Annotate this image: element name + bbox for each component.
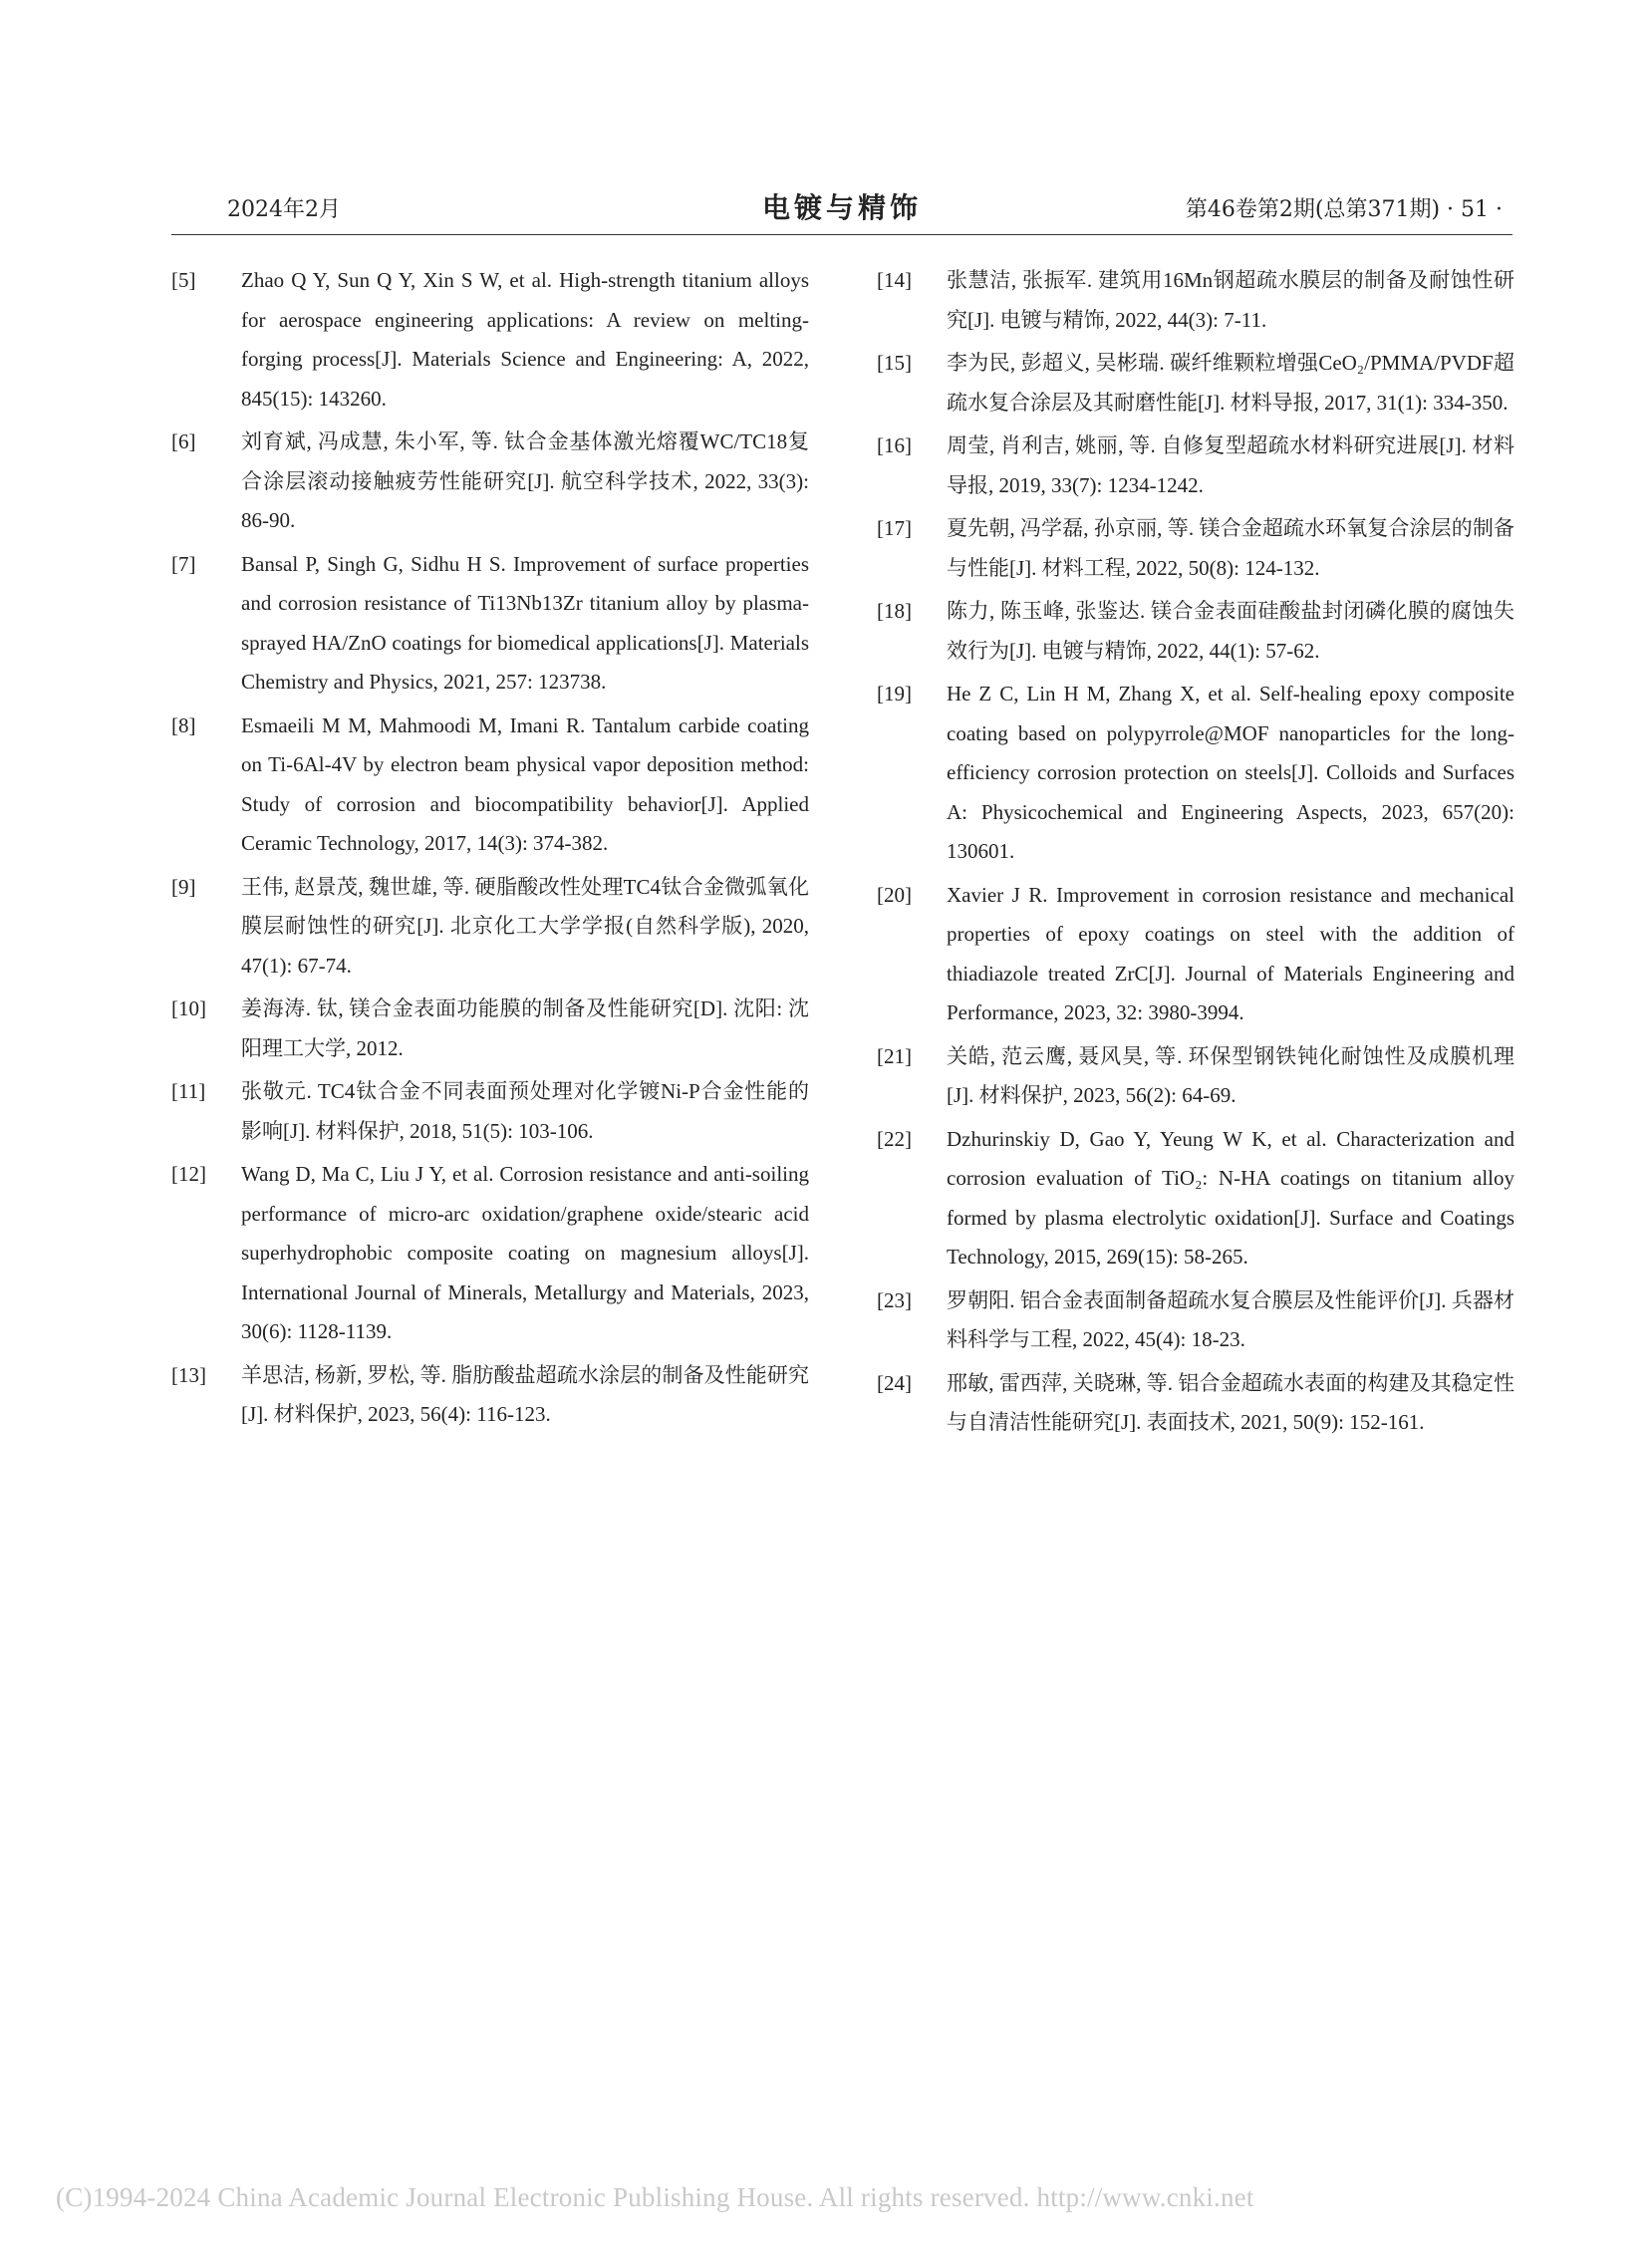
reference-item (171, 545, 809, 703)
reference-item (877, 1037, 1514, 1116)
reference-number: [18] (877, 599, 912, 623)
reference-number: [17] (877, 516, 912, 540)
reference-text: Bansal P, Singh G, Sidhu H S. Improvement of surface properties and corrosion resistance of Ti13Nb13Zr titanium alloy by plasma-sprayed HA/ZnO coatings for biomedical applications[J]. Materials Chemistry and Physics, 2021, 257: 123738. (241, 551, 809, 694)
reference-text: 罗朝阳. 铝合金表面制备超疏水复合膜层及性能评价[J]. 兵器材料科学与工程, 2022, 45(4): 18-23. (947, 1287, 1514, 1351)
reference-number: [15] (877, 351, 912, 375)
journal-title: 电镀与精饰 (761, 191, 922, 224)
reference-column-left (171, 261, 809, 1439)
copyright-watermark: (C)1994-2024 China Academic Journal Electronic Publishing House. All rights reserved. http://www.cnki.net (56, 2182, 1254, 2212)
reference-number: [16] (877, 433, 912, 457)
reference-text: 李为民, 彭超义, 吴彬瑞. 碳纤维颗粒增强CeO₂/PMMA/PVDF超疏水复合涂层及其耐磨性能[J]. 材料导报, 2017, 31(1): 334-350. (947, 351, 1514, 415)
reference-number: [10] (171, 996, 206, 1020)
reference-item (171, 1356, 809, 1435)
reference-number: [9] (171, 874, 196, 899)
reference-text: 周莹, 肖利吉, 姚丽, 等. 自修复型超疏水材料研究进展[J]. 材料导报, 2019, 33(7): 1234-1242. (947, 433, 1514, 497)
reference-text: 张敬元. TC4钛合金不同表面预处理对化学镀Ni-P合金性能的影响[J]. 材料保护, 2018, 51(5): 103-106. (241, 1079, 809, 1143)
reference-item (171, 423, 809, 541)
header-issue: 第46卷第2期(总第371期) · 51 · (1185, 197, 1503, 222)
reference-text: 陈力, 陈玉峰, 张鉴达. 镁合金表面硅酸盐封闭磷化膜的腐蚀失效行为[J]. 电镀与精饰, 2022, 44(1): 57-62. (947, 599, 1514, 663)
reference-item (877, 426, 1514, 505)
reference-number: [12] (171, 1162, 206, 1186)
reference-text: 羊思洁, 杨新, 罗松, 等. 脂肪酸盐超疏水涂层的制备及性能研究[J]. 材料保护, 2023, 56(4): 116-123. (241, 1362, 809, 1426)
reference-number: [20] (877, 882, 912, 907)
reference-item (877, 675, 1514, 872)
reference-number: [7] (171, 551, 196, 576)
reference-number: [19] (877, 682, 912, 706)
reference-text: 王伟, 赵景茂, 魏世雄, 等. 硬脂酸改性处理TC4钛合金微弧氧化膜层耐蚀性的研究[J]. 北京化工大学学报(自然科学版), 2020, 47(1): 67-74. (241, 874, 809, 978)
reference-item (877, 344, 1514, 423)
reference-text: 张慧洁, 张振军. 建筑用16Mn钢超疏水膜层的制备及耐蚀性研究[J]. 电镀与精饰, 2022, 44(3): 7-11. (947, 268, 1514, 332)
reference-number: [23] (877, 1287, 912, 1312)
reference-item (171, 707, 809, 864)
reference-text: Zhao Q Y, Sun Q Y, Xin S W, et al. High-strength titanium alloys for aerospace engineering applications: A review on melting-forging process[J]. Materials Science and Engineering: A, 2022, 845(15): 143260. (241, 268, 809, 411)
reference-text: Wang D, Ma C, Liu J Y, et al. Corrosion resistance and anti-soiling performance of micro-arc oxidation/graphene oxide/stearic acid superhydrophobic composite coating on magnesium alloys[J]. International Journal of Minerals, Metallurgy and Materials, 2023, 30(6): 1128-1139. (241, 1162, 809, 1343)
reference-item (877, 876, 1514, 1033)
reference-number: [14] (877, 268, 912, 292)
reference-text: 关皓, 范云鹰, 聂风昊, 等. 环保型钢铁钝化耐蚀性及成膜机理[J]. 材料保护, 2023, 56(2): 64-69. (947, 1043, 1514, 1107)
page-header (171, 184, 1512, 235)
reference-text: 邢敏, 雷西萍, 关晓琳, 等. 铝合金超疏水表面的构建及其稳定性与自清洁性能研究[J]. 表面技术, 2021, 50(9): 152-161. (947, 1370, 1514, 1434)
reference-text: He Z C, Lin H M, Zhang X, et al. Self-healing epoxy composite coating based on polypyrrole@MOF nanoparticles for the long-efficiency corrosion protection on steels[J]. Colloids and Surfaces A: Physicochemical and Engineering Aspects, 2023, 657(20): 130601. (947, 682, 1514, 863)
reference-number: [8] (171, 712, 196, 737)
reference-item (877, 1364, 1514, 1443)
reference-number: [11] (171, 1079, 206, 1103)
reference-item (171, 868, 809, 987)
reference-item (877, 261, 1514, 340)
reference-item (171, 1155, 809, 1352)
reference-number: [5] (171, 268, 196, 292)
reference-text: 夏先朝, 冯学磊, 孙京丽, 等. 镁合金超疏水环氧复合涂层的制备与性能[J]. 材料工程, 2022, 50(8): 124-132. (947, 516, 1514, 580)
reference-item (877, 509, 1514, 588)
reference-text: Dzhurinskiy D, Gao Y, Yeung W K, et al. Characterization and corrosion evaluation of TiO₂: N-HA coatings on titanium alloy formed by plasma electrolytic oxidation[J]. Surface and Coatings Technology, 2015, 269(15): 58-265. (947, 1126, 1514, 1269)
reference-item (877, 1281, 1514, 1360)
reference-text: Xavier J R. Improvement in corrosion resistance and mechanical properties of epoxy coatings on steel with the addition of thiadiazole treated ZrC[J]. Journal of Materials Engineering and Performance, 2023, 32: 3980-3994. (947, 882, 1514, 1024)
reference-column-right (877, 261, 1514, 1447)
reference-number: [24] (877, 1370, 912, 1395)
reference-number: [22] (877, 1126, 912, 1151)
reference-number: [13] (171, 1362, 206, 1387)
reference-item (171, 990, 809, 1068)
reference-number: [6] (171, 429, 196, 453)
reference-item (171, 261, 809, 419)
reference-item (171, 1072, 809, 1151)
reference-item (877, 1120, 1514, 1277)
reference-item (877, 592, 1514, 671)
reference-number: [21] (877, 1043, 912, 1068)
reference-text: 刘育斌, 冯成慧, 朱小军, 等. 钛合金基体激光熔覆WC/TC18复合涂层滚动接触疲劳性能研究[J]. 航空科学技术, 2022, 33(3): 86-90. (241, 429, 809, 532)
reference-text: Esmaeili M M, Mahmoodi M, Imani R. Tantalum carbide coating on Ti-6Al-4V by electron beam physical vapor deposition method: Study of corrosion and biocompatibility behavior[J]. Applied Ceramic Technology, 2017, 14(3): 374-382. (241, 712, 809, 855)
reference-text: 姜海涛. 钛, 镁合金表面功能膜的制备及性能研究[D]. 沈阳: 沈阳理工大学, 2012. (241, 996, 809, 1060)
header-date: 2024年2月 (227, 197, 341, 222)
